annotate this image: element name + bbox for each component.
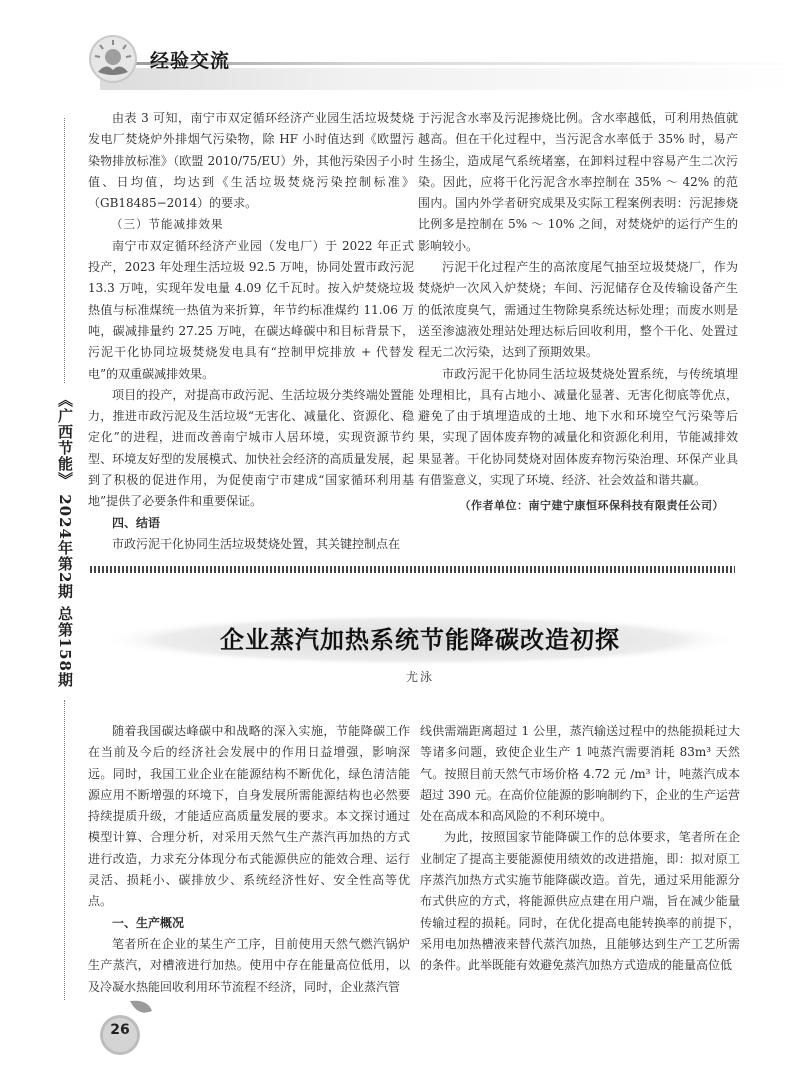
- section-heading: 一、生产概况: [112, 915, 185, 930]
- paragraph: 南宁市双定循环经济产业园（发电厂）于 2022 年正式投产，2023 年处理生活垃圾 92.5 万吨，协同处置市政污泥 13.3 万吨，实现年发电量 4.09 亿千瓦时。按入炉焚烧垃圾热值与标准煤统一热值为来折算，年节约标准煤约 11.06 万吨，碳减排量约 27.25 万吨，在碳达峰碳中和目标背景下，污泥干化协同垃圾焚烧发电具有“控制甲烷排放 + 代替发电”的双重碳减排效果。: [88, 238, 414, 381]
- article-title: 企业蒸汽加热系统节能降碳改造初探: [220, 626, 620, 654]
- section-heading: 四、结语: [112, 515, 161, 530]
- paragraph: 市政污泥干化协同生活垃圾焚烧处置系统，与传统填埋处理相比，具有占地小、减量化显著、无害化彻底等优点，避免了由于填埋造成的土地、地下水和环境空气污染等后果，实现了固体废弃物的减量化和资源化利用，节能减排效果显著。干化协同焚烧对固体废弃物污染治理、环保产业具有借鉴意义，实现了环境、经济、社会效益和谐共赢。: [418, 366, 738, 488]
- journal-issue-label: 《广西节能》 2024年第2期 总第158期: [56, 392, 74, 688]
- side-dotted-rule: [64, 118, 66, 383]
- paragraph: 为此，按照国家节能降碳工作的总体要求，笔者所在企业制定了提高主要能源使用绩效的改进措施，即：拟对原工序蒸汽加热方式实施节能降碳改造。首先，通过采用能源分布式供应的方式，将能源供应点建在用户端，旨在减少能量传输过程的损耗。同时，在优化提高电能转换率的前提下，采用电加热槽液来替代蒸汽加热，且能够达到生产工艺所需的条件。此举既能有效避免蒸汽加热方式造成的能量高位低: [420, 830, 740, 973]
- section-title: 经验交流: [150, 50, 231, 72]
- article-divider: [90, 566, 735, 573]
- article2-column-left: [88, 721, 410, 998]
- subsection-heading: （三）节能减排效果: [111, 217, 224, 232]
- paragraph: 于污泥含水率及污泥掺烧比例。含水率越低，可利用热值就越高。但在干化过程中，当污泥含水率低于 35% 时，易产生扬尘，造成尾气系统堵塞，在卸料过程中容易产生二次污染。因此，应将干化污泥含水率控制在 35% ～ 42% 的范围内。国内外学者研究成果及实际工程案例表明：污泥掺烧比例多是控制在 5% ～ 10% 之间，对焚烧炉的运行产生的影响较小。: [418, 111, 738, 253]
- side-dotted-rule: [64, 700, 66, 1000]
- paragraph: 市政污泥干化协同生活垃圾焚烧处置，其关键控制点在: [112, 536, 401, 551]
- article1-column-right: [418, 108, 738, 491]
- sun-leaf-logo-icon: [88, 34, 138, 84]
- author-affiliation: （作者单位：南宁建宁康恒环保科技有限责任公司）: [459, 499, 724, 512]
- paragraph: 线供需端距离超过 1 公里，蒸汽输送过程中的热能损耗过大等诸多问题，致使企业生产 1 吨蒸汽需要消耗 83m³ 天然气。按照目前天然气市场价格 4.72 元 /m³ 计，吨蒸汽成本超过 390 元。在高价位能源的影响制约下，企业的生产运营处在高成本和高风险的不利环境中。: [420, 724, 740, 824]
- paragraph: 由表 3 可知，南宁市双定循环经济产业园生活垃圾焚烧发电厂焚烧炉外排烟气污染物，除 HF 小时值达到《欧盟污染物排放标准》（欧盟 2010/75/EU）外，其他污染因子小时值、日均值，均达到《生活垃圾焚烧污染控制标准》（GB18485−2014）的要求。: [88, 111, 414, 211]
- paragraph: 污泥干化过程产生的高浓度尾气抽至垃圾焚烧厂，作为焚烧炉一次风入炉焚烧；车间、污泥储存仓及传输设备产生的低浓度臭气，需通过生物除臭系统达标处理；而废水则是送至渗滤液处理站处理达标后回收利用，整个干化、处置过程无二次污染，达到了预期效果。: [418, 260, 738, 360]
- article1-column-left: [88, 108, 414, 555]
- article-author: 尤泳: [405, 670, 434, 684]
- page-number: 26: [110, 1022, 130, 1038]
- paragraph: 随着我国碳达峰碳中和战略的深入实施，节能降碳工作在当前及今后的经济社会发展中的作用日益增强，影响深远。同时，我国工业企业在能源结构不断优化，绿色清洁能源应用不断增强的环境下，自身发展所需能源结构也必然要持续提质升级，才能适应高质量发展的要求。本文探讨通过模型计算、合理分析，对采用天然气生产蒸汽再加热的方式进行改造，力求充分体现分布式能源供应的能效合理、运行灵活、损耗小、碳排放少、系统经济性好、安全性高等优点。: [88, 724, 410, 909]
- paragraph: 笔者所在企业的某生产工序，目前使用天然气燃汽锅炉生产蒸汽，对槽液进行加热。使用中存在能量高位低用，以及冷凝水热能回收利用环节流程不经济，同时，企业蒸汽管: [88, 936, 410, 994]
- paragraph: 项目的投产，对提高市政污泥、生活垃圾分类终端处置能力，推进市政污泥及生活垃圾“无害化、减量化、资源化、稳定化”的进程，进而改善南宁城市人居环境，实现资源节约型、环境友好型的发展模式、加快社会经济的高质量发展，起到了积极的促进作用，为促使南宁市建成“国家循环利用基地”提供了必要条件和重要保证。: [88, 387, 414, 509]
- article2-column-right: [420, 721, 740, 977]
